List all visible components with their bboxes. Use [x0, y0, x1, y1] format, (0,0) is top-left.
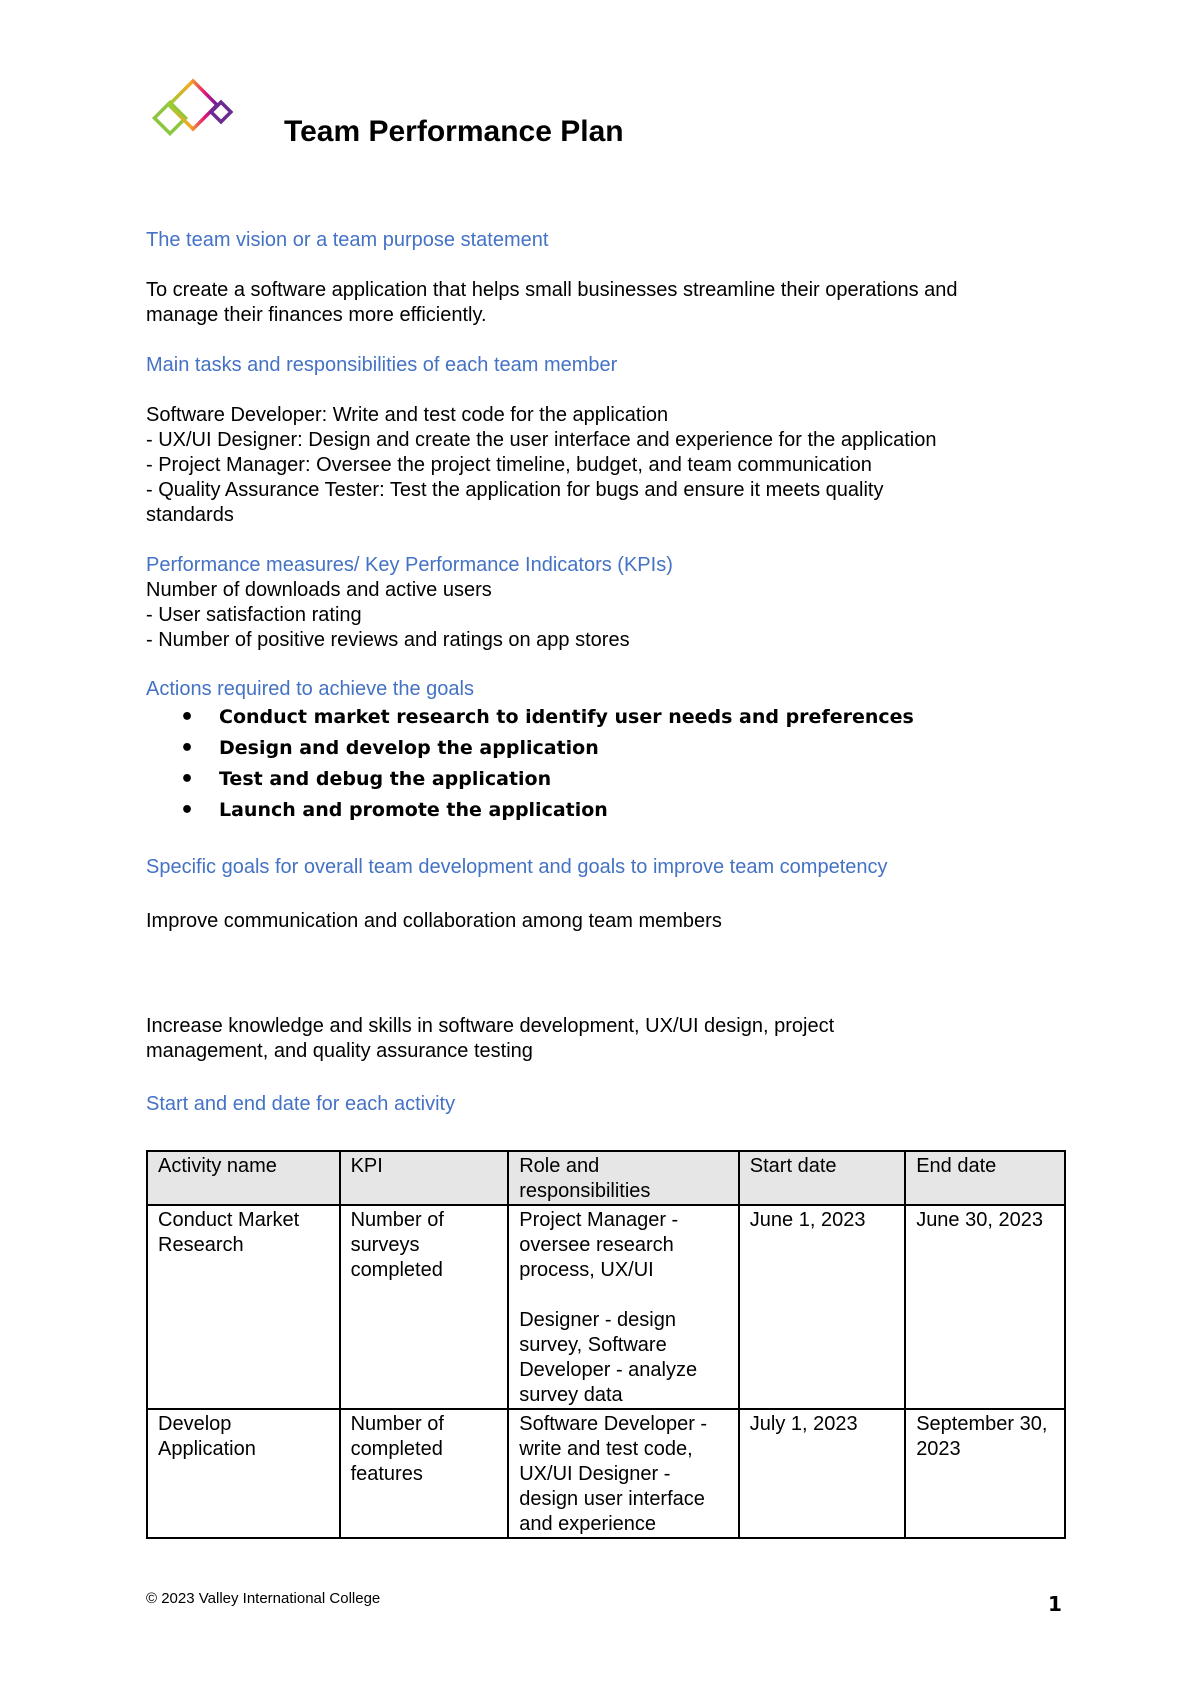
table-header-row — [147, 1151, 1065, 1205]
list-item: • Conduct market research to identify user needs and preferences — [146, 702, 1066, 733]
column-header: End date — [905, 1151, 1065, 1205]
activity-cell: Conduct Market Research — [147, 1205, 340, 1409]
vision-text-line: To create a software application that helps small businesses streamline their operations and — [146, 279, 958, 301]
list-item: • Design and develop the application — [146, 733, 1066, 764]
task-line: - UX/UI Designer: Design and create the user interface and experience for the application — [146, 429, 937, 451]
kpi-cell: Number of surveys completed — [340, 1205, 509, 1409]
document-body — [146, 228, 1066, 1117]
actions-heading: Actions required to achieve the goals — [146, 678, 474, 700]
goal-line: management, and quality assurance testing — [146, 1040, 533, 1062]
diamond-logo-icon — [146, 70, 246, 146]
table-row — [147, 1205, 1065, 1409]
role-cell — [508, 1205, 739, 1409]
page-number: 1 — [1048, 1592, 1062, 1616]
start-date-cell: June 1, 2023 — [739, 1205, 905, 1409]
dates-heading: Start and end date for each activity — [146, 1093, 456, 1115]
role-text: Project Manager - oversee research process, UX/UI — [519, 1209, 679, 1281]
start-date-cell: July 1, 2023 — [739, 1409, 905, 1538]
list-item: • Launch and promote the application — [146, 795, 1066, 826]
vision-text-line: manage their finances more efficiently. — [146, 304, 487, 326]
column-header: Activity name — [147, 1151, 340, 1205]
tasks-heading: Main tasks and responsibilities of each team member — [146, 354, 618, 376]
vision-heading: The team vision or a team purpose statement — [146, 229, 549, 251]
kpi-line: - User satisfaction rating — [146, 604, 362, 626]
list-item: • Test and debug the application — [146, 764, 1066, 795]
goal-line: Improve communication and collaboration among team members — [146, 910, 722, 932]
kpi-cell: Number of completed features — [340, 1409, 509, 1538]
activity-cell: Develop Application — [147, 1409, 340, 1538]
kpi-heading: Performance measures/ Key Performance Indicators (KPIs) — [146, 554, 673, 576]
task-line: Software Developer: Write and test code for the application — [146, 404, 669, 426]
task-line: - Quality Assurance Tester: Test the application for bugs and ensure it meets quality — [146, 479, 884, 501]
actions-list — [146, 702, 1066, 826]
role-text: Designer - design survey, Software Developer - analyze survey data — [519, 1309, 698, 1406]
goals-heading: Specific goals for overall team development and goals to improve team competency — [146, 856, 888, 878]
column-header: Start date — [739, 1151, 905, 1205]
column-header: KPI — [340, 1151, 509, 1205]
column-header: Role and responsibilities — [508, 1151, 739, 1205]
page-title: Team Performance Plan — [284, 115, 624, 148]
table-row — [147, 1409, 1065, 1538]
task-line: - Project Manager: Oversee the project timeline, budget, and team communication — [146, 454, 872, 476]
end-date-cell: September 30, 2023 — [905, 1409, 1065, 1538]
kpi-line: - Number of positive reviews and ratings on app stores — [146, 629, 630, 651]
footer-copyright: © 2023 Valley International College — [146, 1590, 381, 1607]
task-line: standards — [146, 504, 234, 526]
kpi-line: Number of downloads and active users — [146, 579, 492, 601]
end-date-cell: June 30, 2023 — [905, 1205, 1065, 1409]
goal-line: Increase knowledge and skills in software development, UX/UI design, project — [146, 1015, 835, 1037]
role-cell: Software Developer - write and test code, UX/UI Designer - design user interface and experience — [508, 1409, 739, 1538]
activity-table — [146, 1150, 1066, 1539]
